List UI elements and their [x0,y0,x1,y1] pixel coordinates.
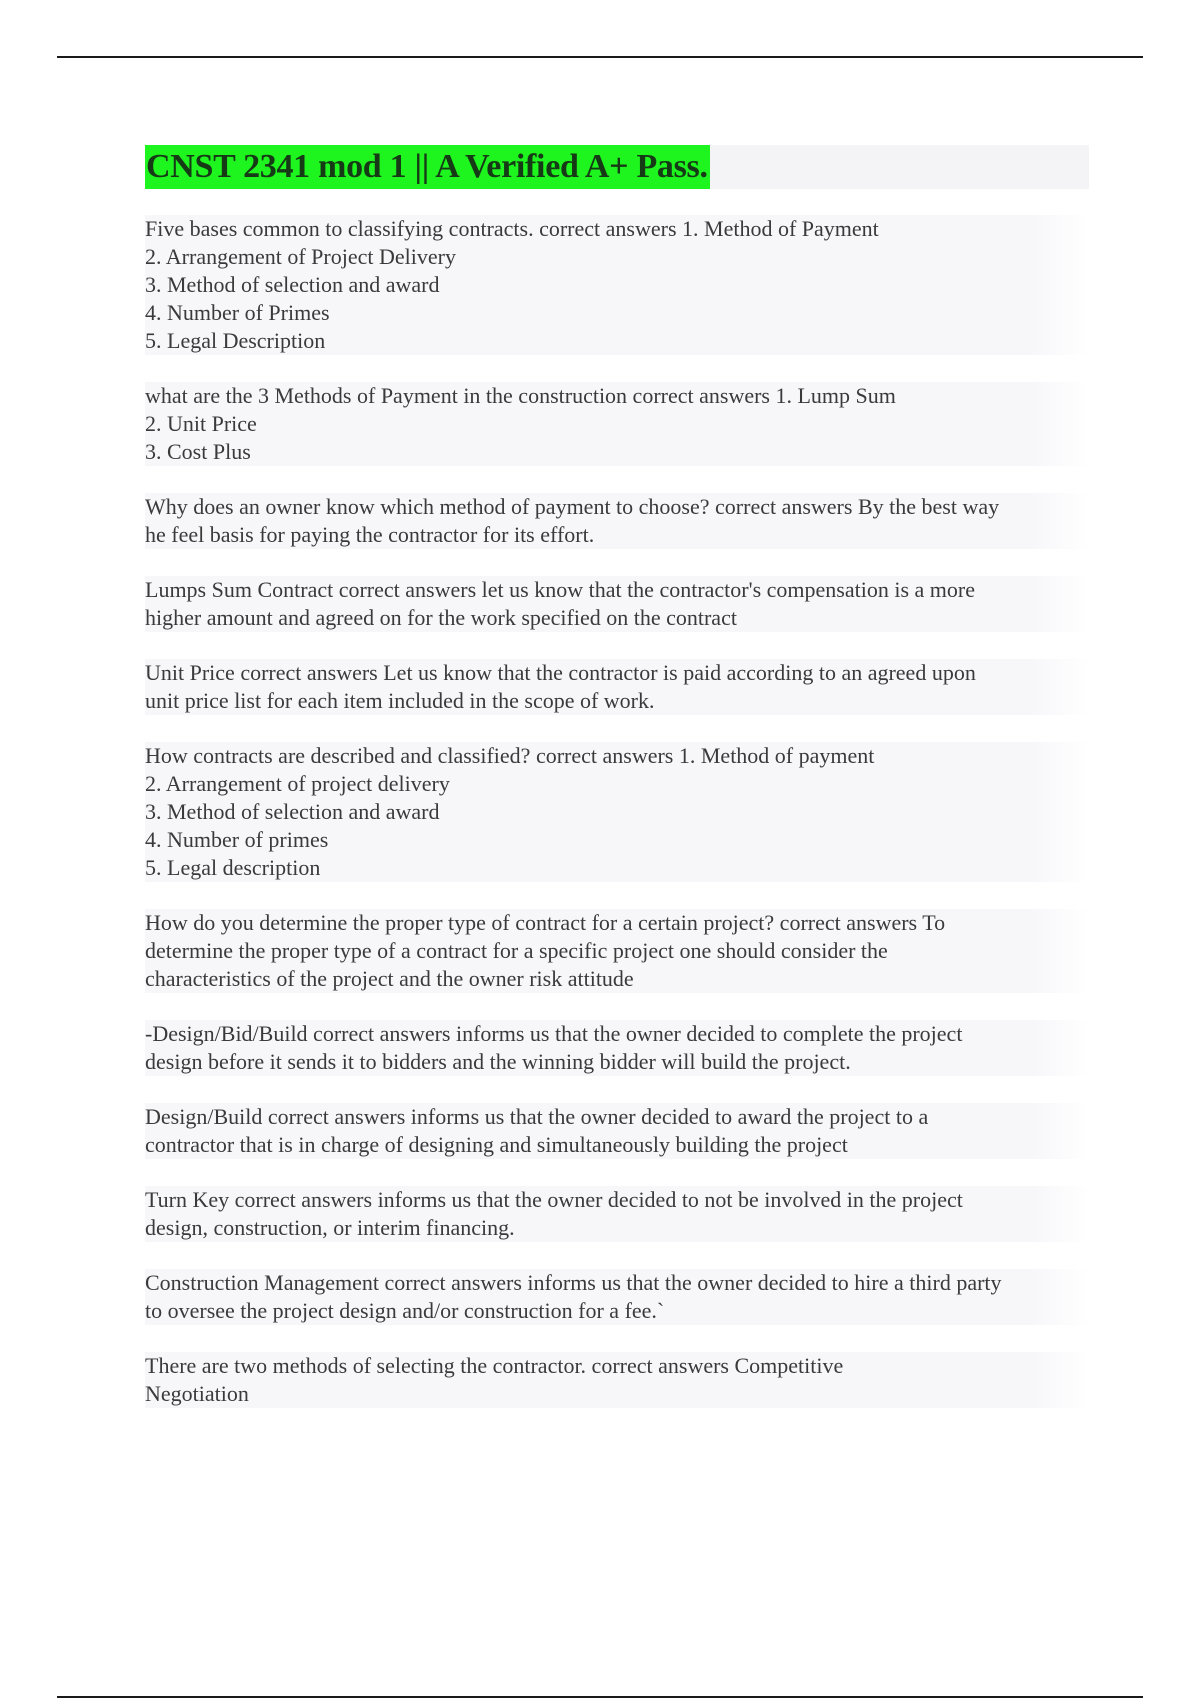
qa-line: -Design/Bid/Build correct answers informs us that the owner decided to complete the project [145,1021,963,1046]
footer-rule [57,1696,1143,1698]
qa-line: he feel basis for paying the contractor for its effort. [145,522,595,547]
qa-line: 4. Number of Primes [145,300,330,325]
qa-list [145,215,1089,1408]
qa-entry [145,493,1089,549]
qa-line: 3. Method of selection and award [145,272,440,297]
qa-entry [145,576,1089,632]
qa-line: 2. Unit Price [145,411,257,436]
qa-entry [145,659,1089,715]
qa-line: determine the proper type of a contract for a specific project one should consider the [145,938,888,963]
qa-line: what are the 3 Methods of Payment in the construction correct answers 1. Lump Sum [145,383,896,408]
qa-entry [145,909,1089,993]
qa-line: 2. Arrangement of project delivery [145,771,450,796]
qa-line: There are two methods of selecting the contractor. correct answers Competitive [145,1353,844,1378]
qa-entry [145,1269,1089,1325]
title-bar [145,145,1089,189]
qa-line: design before it sends it to bidders and the winning bidder will build the project. [145,1049,851,1074]
qa-line: Why does an owner know which method of payment to choose? correct answers By the best way [145,494,1000,519]
qa-line: Lumps Sum Contract correct answers let us know that the contractor's compensation is a more [145,577,975,602]
qa-entry [145,1103,1089,1159]
qa-entry [145,742,1089,882]
qa-line: 5. Legal Description [145,328,326,353]
qa-line: Five bases common to classifying contracts. correct answers 1. Method of Payment [145,216,879,241]
document-body [145,145,1089,1435]
qa-line: 2. Arrangement of Project Delivery [145,244,456,269]
qa-line: How do you determine the proper type of contract for a certain project? correct answers To [145,910,946,935]
qa-entry [145,215,1089,355]
qa-line: contractor that is in charge of designing and simultaneously building the project [145,1132,848,1157]
qa-line: 4. Number of primes [145,827,329,852]
qa-line: Construction Management correct answers informs us that the owner decided to hire a third party [145,1270,1002,1295]
document-title: CNST 2341 mod 1 || A Verified A+ Pass. [145,145,710,189]
qa-line: unit price list for each item included in the scope of work. [145,688,655,713]
qa-entry [145,382,1089,466]
qa-line: Turn Key correct answers informs us that the owner decided to not be involved in the project [145,1187,963,1212]
qa-line: 5. Legal description [145,855,321,880]
qa-line: 3. Cost Plus [145,439,251,464]
qa-entry [145,1020,1089,1076]
qa-line: 3. Method of selection and award [145,799,440,824]
qa-line: to oversee the project design and/or construction for a fee.` [145,1298,665,1323]
qa-line: higher amount and agreed on for the work specified on the contract [145,605,737,630]
qa-line: Negotiation [145,1381,249,1406]
qa-entry [145,1186,1089,1242]
qa-line: Unit Price correct answers Let us know that the contractor is paid according to an agreed upon [145,660,976,685]
qa-line: Design/Build correct answers informs us that the owner decided to award the project to a [145,1104,929,1129]
qa-line: design, construction, or interim financing. [145,1215,515,1240]
header-rule [57,56,1143,58]
qa-line: How contracts are described and classified? correct answers 1. Method of payment [145,743,875,768]
qa-entry [145,1352,1089,1408]
qa-line: characteristics of the project and the owner risk attitude [145,966,634,991]
